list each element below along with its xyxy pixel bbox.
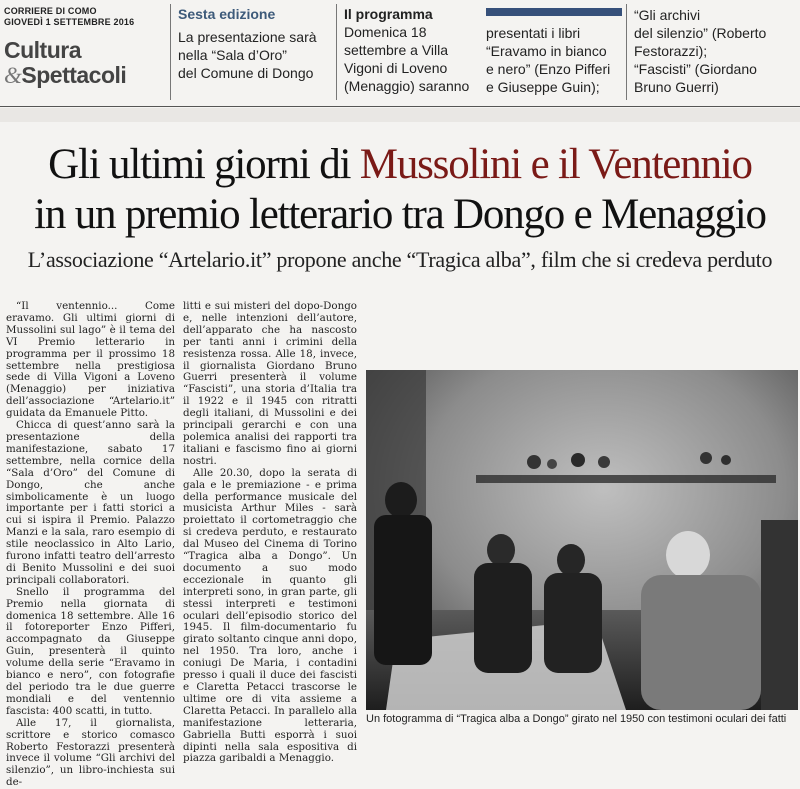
text-line: presentati i libri — [486, 25, 581, 41]
paragraph: “Il ventennio... Come eravamo. Gli ultimi giorni di Mussolini sul lago” è il tema del VI Premio letterario in programma per il prossimo 18 settembre nella prestigiosa sede di Villa Vigoni a Loveno (Menaggio) per iniziativa dell’associazione “Artelario.it” guidata da Emanuele Pitto. — [6, 300, 175, 420]
section-rubric-2 — [4, 63, 126, 88]
header-shadow — [0, 108, 800, 122]
info-box-text — [178, 28, 330, 82]
divider — [626, 4, 627, 100]
info-box-title: Il programma — [344, 6, 433, 22]
text-line: Domenica 18 — [344, 24, 427, 40]
headline-line2: in un premio letterario tra Dongo e Menaggio — [34, 191, 766, 238]
text-line: (Menaggio) saranno — [344, 78, 470, 94]
article-column-1 — [6, 300, 175, 789]
rubric-ampersand: & — [4, 63, 22, 88]
info-box-text — [344, 23, 480, 95]
info-box-program — [344, 6, 480, 95]
text-line: “Gli archivi — [634, 7, 701, 23]
paragraph: litti e sui misteri del dopo-Dongo e, nelle intenzioni dell’autore, dell’apparato che ha nascosto per tanti anni i crimini della resistenza rossa. Alle 18, invece, il giornalista Giordano Bruno Guerri presenterà il volume “Fascisti”, una storia d’Italia tra il 1922 e il 1945 con ritratti degli italiani, di Mussolini e dei principali gerarchi e con una polemica analisi dei rapporti tra italiani e fascismo fino ai giorni nostri. — [183, 300, 357, 467]
info-box-title: Sesta edizione — [178, 6, 276, 22]
text-line: “Fascisti” (Giordano — [634, 61, 757, 77]
text-line: e nero” (Enzo Pifferi — [486, 61, 611, 77]
divider — [170, 4, 171, 100]
headline-line1 — [0, 142, 800, 188]
text-line: Festorazzi); — [634, 43, 708, 59]
photo-caption: Un fotogramma di “Tragica alba a Dongo” girato nel 1950 con testimoni oculari dei fatti — [366, 713, 787, 725]
text-line: La presentazione sarà — [178, 29, 317, 45]
text-line: nella “Sala d’Oro” — [178, 47, 287, 63]
info-box-text — [634, 6, 798, 96]
info-box-books-2 — [634, 6, 798, 96]
text-line: del Comune di Dongo — [178, 65, 314, 81]
paragraph: Alle 20.30, dopo la serata di gala e le premiazione - e prima della performance musicale del musicista Arthur Miles - sarà proiettato il cortometraggio che si credeva perduto, e restaurato dal Museo del Cinema di Torino “Tragica alba a Dongo”. Un documento a suo modo eccezionale in quanto gli interpreti sono, in gran parte, gli stessi interpreti e testimoni oculari dell’episodio storico del 1945. Il film-documentario fu girato soltanto cinque anni dopo, nel 1950. Tra loro, anche i coniugi De Maria, i contadini presso i quali il duce dei fascisti e Claretta Petacci trascorse le ultime ore di vita assieme a Claretta Petacci. In parallelo alla manifestazione letteraria, Gabriella Butti esporrà i suoi dipinti nella sala espositiva di piazza garibaldi a Menaggio. — [183, 466, 357, 765]
header-rule — [0, 106, 800, 107]
paragraph: Alle 17, il giornalista, scrittore e storico comasco Roberto Festorazzi presenterà invece il volume “Gli archivi del silenzio”, un libro-inchiesta sui de- — [6, 716, 175, 789]
text-line: “Eravamo in bianco — [486, 43, 607, 59]
info-box-edition — [178, 6, 330, 82]
issue-date: GIOVEDÌ 1 SETTEMBRE 2016 — [4, 17, 135, 27]
info-box-books — [486, 6, 622, 96]
newspaper-title: CORRIERE DI COMO — [4, 6, 97, 16]
paragraph: Snello il programma del Premio nella giornata di domenica 18 settembre. Alle 16 il fotoreporter Enzo Pifferi, accompagnato da Giuseppe Guin, presenterà il quinto volume della serie “Eravamo in bianco e nero”, con fotografie del periodo tra le due guerre mondiali e del ventennio fascista: 400 scatti, in tutto. — [6, 585, 175, 717]
newspaper-name — [4, 6, 134, 28]
section-rubric — [4, 38, 81, 62]
text-line: settembre a Villa — [344, 42, 449, 58]
film-still-image — [366, 370, 798, 710]
article-column-2 — [183, 300, 357, 765]
paragraph: Chicca di quest’anno sarà la presentazione della manifestazione, sabato 17 settembre, nella cornice della “Sala d’Oro” del Comune di Dongo, che anche simbolicamente è un luogo importante per i fatti storici a cui si ispira il Premio. Palazzo Manzi e la sala, raro esempio di stile neoclassico in Alto Lario, furono infatti teatro dell’arresto di Benito Mussolini e dei suoi principali collaboratori. — [6, 419, 175, 586]
text-line: e Giuseppe Guin); — [486, 79, 600, 95]
divider — [336, 4, 337, 100]
film-still-photo — [366, 370, 798, 710]
text-line: del silenzio” (Roberto — [634, 25, 767, 41]
subheadline: L’associazione “Artelario.it” propone anche “Tragica alba”, film che si credeva perduto — [27, 247, 773, 272]
text-line: Vigoni di Loveno — [344, 60, 448, 76]
headline-highlight: Mussolini e il Ventennio — [359, 141, 752, 188]
info-box-text — [486, 24, 622, 96]
rubric-line2: Spettacoli — [21, 62, 127, 88]
decorative-bar — [486, 8, 622, 16]
rubric-line1: Cultura — [4, 37, 81, 63]
headline-text: Gli ultimi giorni di — [48, 141, 360, 188]
text-line: Bruno Guerri) — [634, 79, 719, 95]
